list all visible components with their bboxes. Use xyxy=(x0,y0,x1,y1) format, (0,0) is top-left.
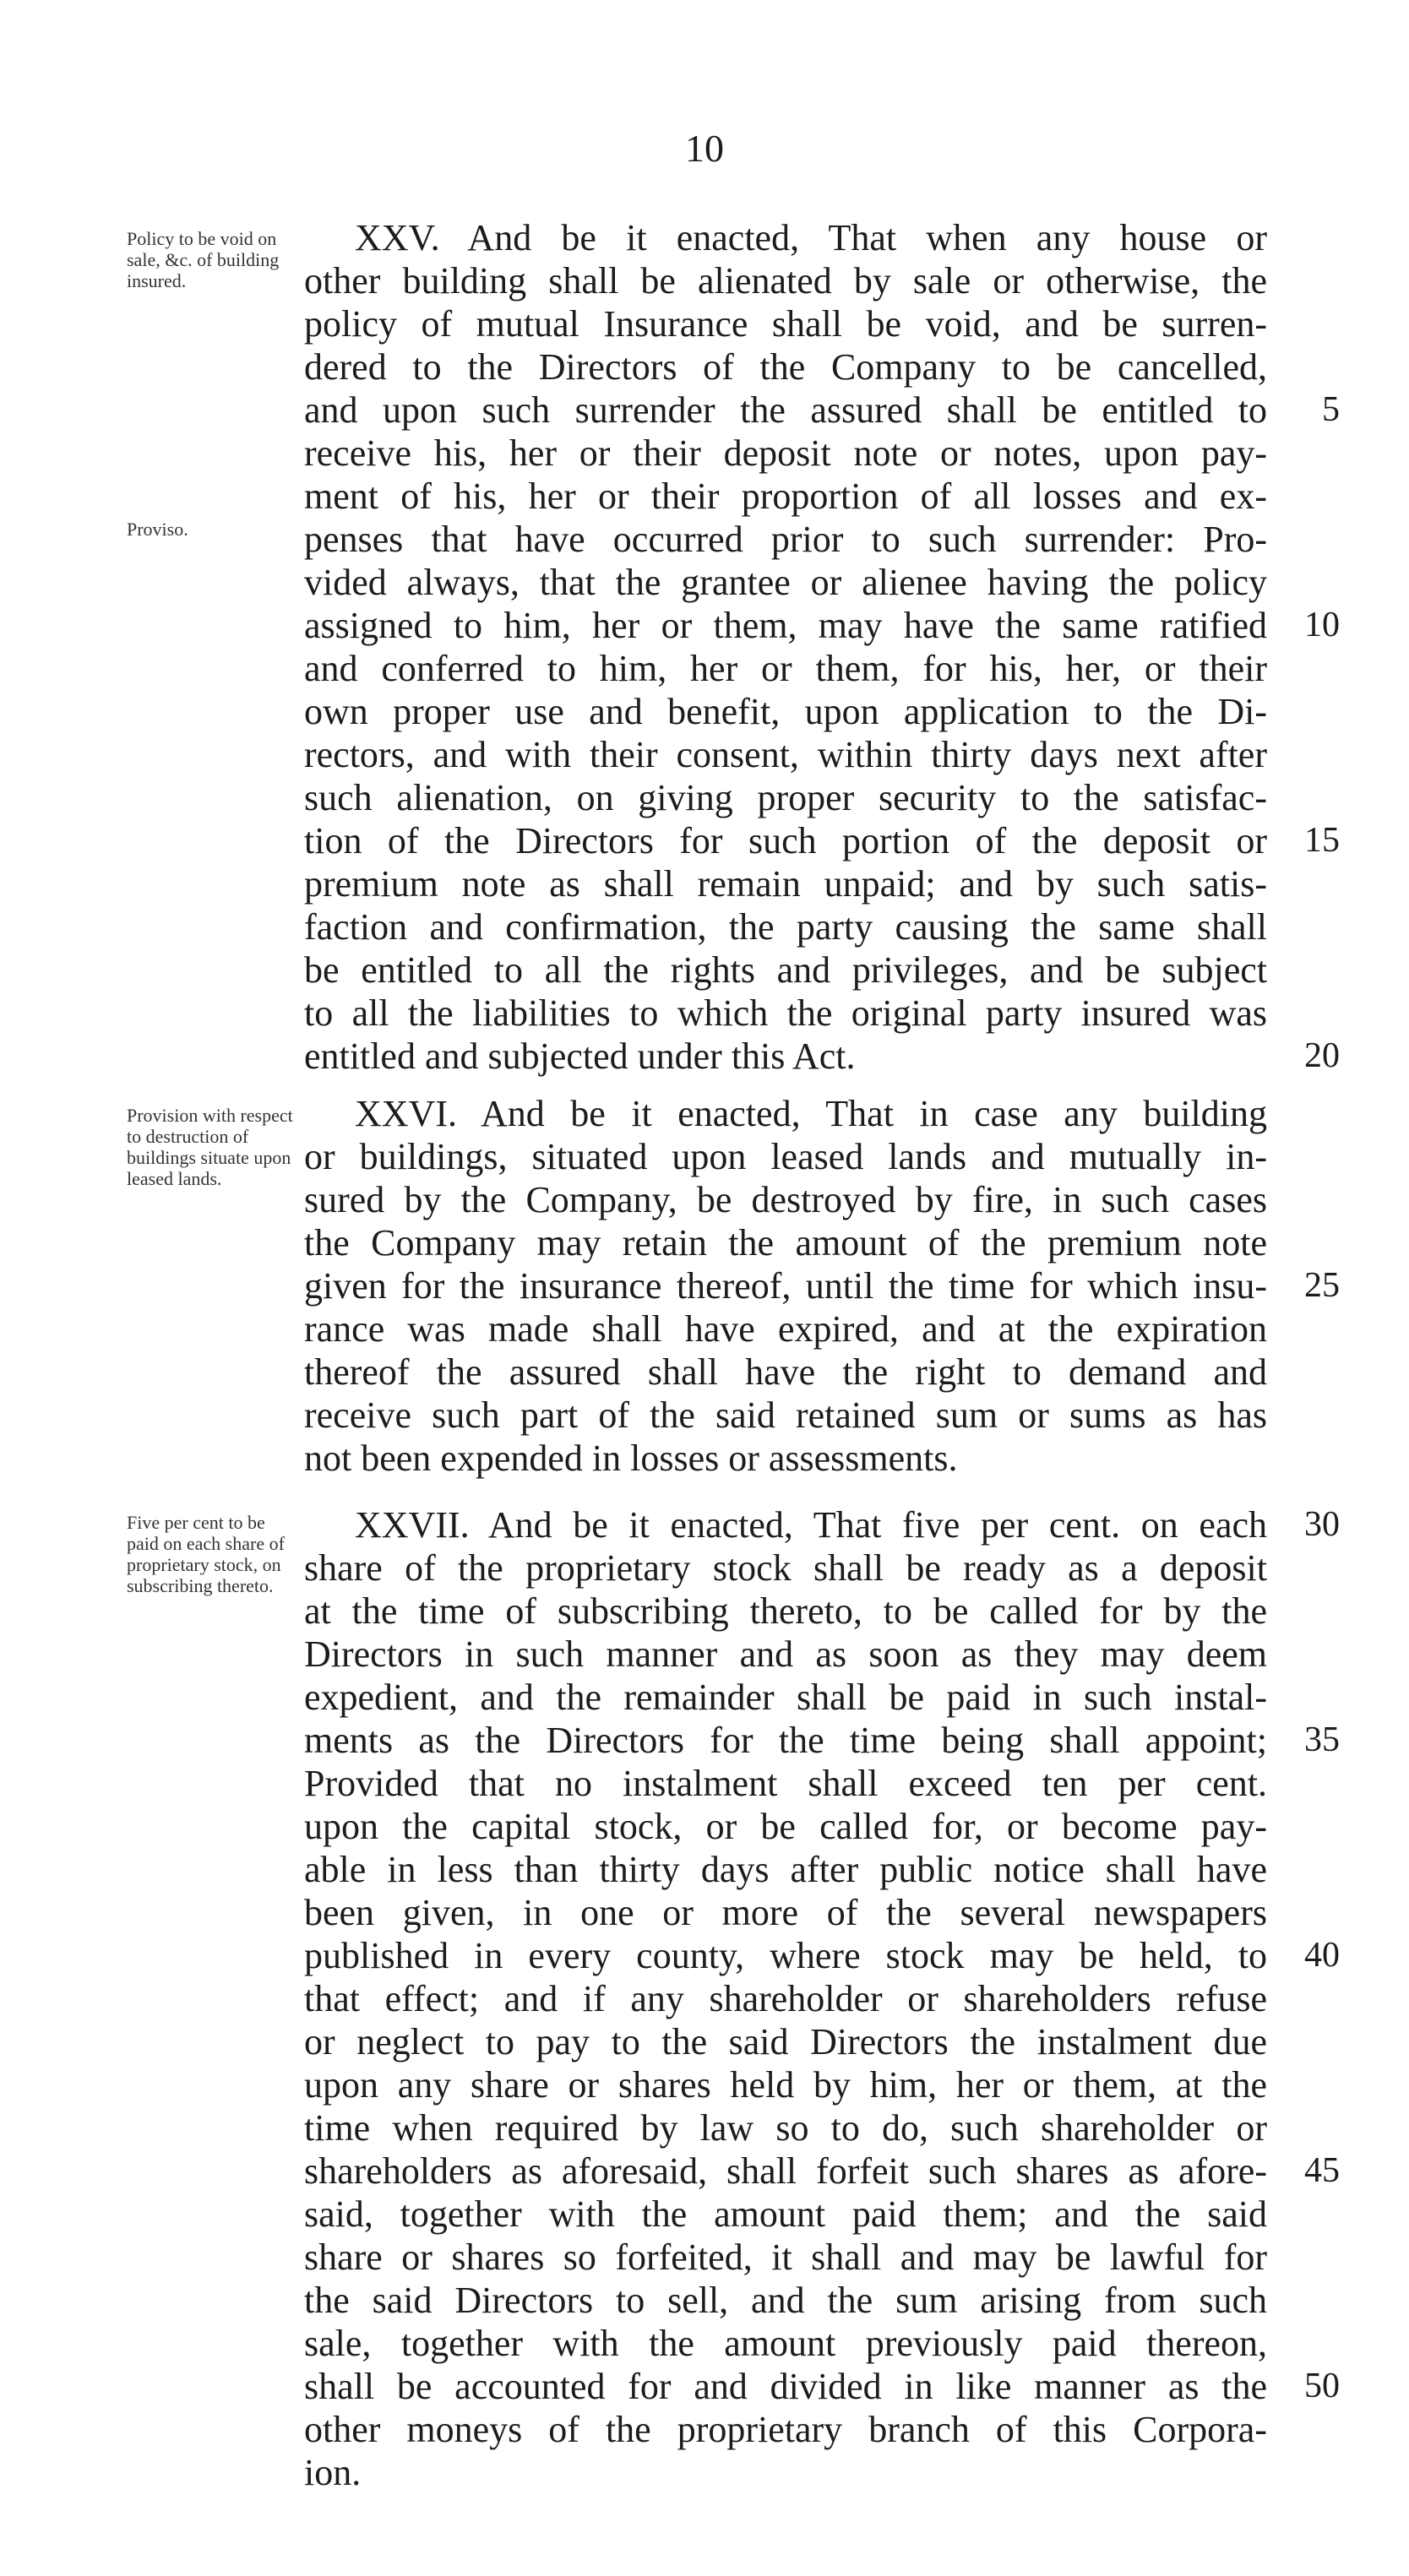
text-line: other building shall be alienated by sale or otherwise, the xyxy=(304,260,1267,302)
text-line: that effect; and if any shareholder or shareholders refuse xyxy=(304,1978,1267,2019)
text-line: sured by the Company, be destroyed by fire, in such cases xyxy=(304,1179,1267,1220)
text-line: own proper use and benefit, upon application to the Di- xyxy=(304,691,1267,732)
text-line: upon any share or shares held by him, her or them, at the xyxy=(304,2064,1267,2106)
text-line: Directors in such manner and as soon as they may deem xyxy=(304,1633,1267,1675)
text-line: and conferred to him, her or them, for his, her, or their xyxy=(304,648,1267,689)
text-line: entitled and subjected under this Act. xyxy=(304,1035,856,1077)
text-line: XXVI. And be it enacted, That in case any building xyxy=(355,1093,1267,1134)
text-line: the Company may retain the amount of the premium note xyxy=(304,1222,1267,1264)
text-line: rance was made shall have expired, and at the expiration xyxy=(304,1308,1267,1350)
margin-note-leased-lands: Provision with respect to destruction of buildings situate upon leased lands. xyxy=(127,1105,293,1189)
text-line: not been expended in losses or assessments. xyxy=(304,1437,958,1479)
text-line: rectors, and with their consent, within thirty days next after xyxy=(304,734,1267,775)
line-number-45: 45 xyxy=(1304,2151,1340,2190)
line-number-20: 20 xyxy=(1304,1036,1340,1075)
text-line: at the time of subscribing thereto, to be called for by the xyxy=(304,1590,1267,1632)
text-line: been given, in one or more of the several newspapers xyxy=(304,1892,1267,1933)
text-line: to all the liabilities to which the original party insured was xyxy=(304,992,1267,1034)
text-line: receive his, her or their deposit note or notes, upon pay- xyxy=(304,432,1267,474)
text-line: policy of mutual Insurance shall be void, and be surren- xyxy=(304,303,1267,345)
section-xxvii xyxy=(304,1503,1267,2494)
text-line: other moneys of the proprietary branch of this Corpora- xyxy=(304,2409,1267,2450)
text-line: faction and confirmation, the party causing the same shall xyxy=(304,906,1267,948)
line-number-30: 30 xyxy=(1304,1505,1340,1544)
text-line: thereof the assured shall have the right to demand and xyxy=(304,1351,1267,1393)
text-line: or buildings, situated upon leased lands and mutually in- xyxy=(304,1136,1267,1177)
text-line: receive such part of the said retained sum or sums as has xyxy=(304,1394,1267,1436)
text-line: share of the proprietary stock shall be ready as a deposit xyxy=(304,1547,1267,1589)
text-line: penses that have occurred prior to such surrender: Pro- xyxy=(304,519,1267,560)
text-line: sale, together with the amount previously paid thereon, xyxy=(304,2323,1267,2364)
text-line: time when required by law so to do, such shareholder or xyxy=(304,2107,1267,2149)
text-line: shall be accounted for and divided in like manner as the xyxy=(304,2366,1267,2407)
margin-note-policy-void: Policy to be void on sale, &c. of building insured. xyxy=(127,228,280,291)
text-line: ion. xyxy=(304,2452,362,2493)
text-line: XXVII. And be it enacted, That five per cent. on each xyxy=(355,1504,1267,1546)
margin-note-five-per-cent: Five per cent to be paid on each share of proprietary stock, on subscribing thereto. xyxy=(127,1512,285,1596)
text-line: said, together with the amount paid them; and the said xyxy=(304,2193,1267,2235)
text-line: and upon such surrender the assured shall be entitled to xyxy=(304,389,1267,431)
line-number-15: 15 xyxy=(1304,821,1340,860)
text-line: Provided that no instalment shall exceed ten per cent. xyxy=(304,1763,1267,1804)
text-line: share or shares so forfeited, it shall and may be lawful for xyxy=(304,2236,1267,2278)
text-line: given for the insurance thereof, until the time for which insu- xyxy=(304,1265,1267,1307)
text-line: such alienation, on giving proper security to the satisfac- xyxy=(304,777,1267,818)
section-xxv xyxy=(304,216,1267,1078)
text-line: assigned to him, her or them, may have the same ratified xyxy=(304,605,1267,646)
text-line: premium note as shall remain unpaid; and by such satis- xyxy=(304,863,1267,905)
line-number-40: 40 xyxy=(1304,1936,1340,1975)
text-line: be entitled to all the rights and privileges, and be subject xyxy=(304,949,1267,991)
text-line: tion of the Directors for such portion of the deposit or xyxy=(304,820,1267,861)
text-line: vided always, that the grantee or alienee having the policy xyxy=(304,562,1267,603)
margin-note-proviso: Proviso. xyxy=(127,519,188,540)
text-line: ment of his, her or their proportion of all losses and ex- xyxy=(304,476,1267,517)
text-line: XXV. And be it enacted, That when any house or xyxy=(355,217,1267,258)
text-line: dered to the Directors of the Company to be cancelled, xyxy=(304,346,1267,388)
text-line: or neglect to pay to the said Directors the instalment due xyxy=(304,2021,1267,2062)
page-number: 10 xyxy=(685,127,724,170)
text-line: ments as the Directors for the time being shall appoint; xyxy=(304,1720,1267,1761)
text-line: shareholders as aforesaid, shall forfeit such shares as afore- xyxy=(304,2150,1267,2192)
line-number-25: 25 xyxy=(1304,1266,1340,1305)
line-number-35: 35 xyxy=(1304,1720,1340,1759)
section-xxvi xyxy=(304,1092,1267,1480)
text-line: upon the capital stock, or be called for, or become pay- xyxy=(304,1806,1267,1847)
line-number-5: 5 xyxy=(1322,390,1340,429)
text-line: expedient, and the remainder shall be paid in such instal- xyxy=(304,1677,1267,1718)
line-number-10: 10 xyxy=(1304,606,1340,644)
line-number-50: 50 xyxy=(1304,2367,1340,2405)
text-line: published in every county, where stock may be held, to xyxy=(304,1935,1267,1976)
text-line: able in less than thirty days after public notice shall have xyxy=(304,1849,1267,1890)
text-line: the said Directors to sell, and the sum arising from such xyxy=(304,2280,1267,2321)
